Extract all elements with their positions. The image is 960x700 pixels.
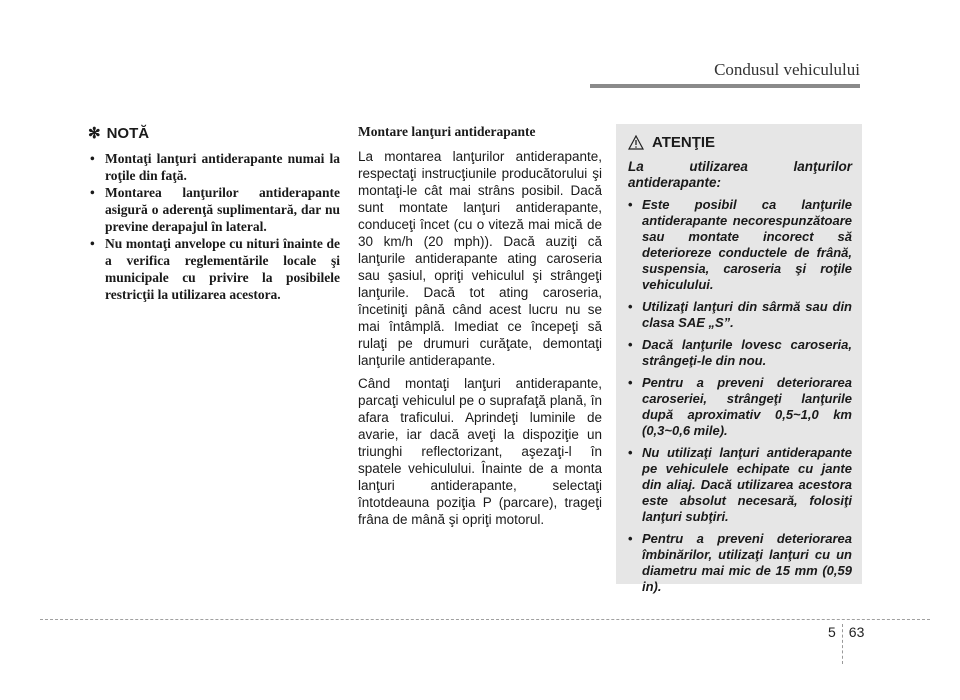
warning-box [616,124,862,594]
list-item: • Montarea lanţurilor antiderapante asigură o aderenţă suplimentară, dar nu previne derapajul în lateral. [88,184,340,235]
footer-rule [40,619,930,620]
warning-title-text: ATENŢIE [652,134,716,151]
list-item: • Este posibil ca lanţurile antiderapante necorespunzătoare sau montate incorect să deterioreze conductele de frână, suspensia, caroseria şi roţile vehiculului. [628,197,852,293]
page-number-value: 63 [848,624,865,640]
warning-title [628,134,852,151]
page-number-separator [842,624,843,664]
chapter-number: 5 [828,624,836,640]
warning-list [628,197,852,595]
instructions-column [358,124,602,534]
list-item: • Nu montaţi anvelope cu nituri înainte de a verifica reglementările locale şi municipale cu privire la posibilele restricţii la utilizarea acestora. [88,235,340,303]
note-column [88,124,340,303]
note-list [88,150,340,303]
paragraph: Când montaţi lanţuri antiderapante, parcaţi vehiculul pe o suprafaţă plană, în afara traficului. Aprindeţi luminile de avarie, iar dacă aveţi la dispoziţie un triunghi reflectorizant, aşezaţi-l în spatele vehiculului. Înainte de a monta lanţuri antiderapante, selectaţi întotdeauna poziţia P (parcare), trageţi frâna de mână şi opriţi motorul. [358,376,602,527]
list-item: • Utilizaţi lanţuri din sârmă sau din clasa SAE „S”. [628,299,852,331]
list-item: • Dacă lanţurile lovesc caroseria, strângeţi-le din nou. [628,337,852,369]
page-header-title: Condusul vehiculului [714,60,860,79]
list-item: • Pentru a preveni deteriorarea îmbinărilor, utilizaţi lanţuri cu un diametru mai mic de 15 mm (0,59 in). [628,531,852,595]
paragraph: La montarea lanţurilor antiderapante, respectaţi instrucţiunile producătorului şi montaţi-le cât mai strâns posibil. Dacă sunt montate lanţuri antiderapante, conduceţi încet (cu o viteză mai mică de 30 km/h (20 mph)). Dacă auziţi că lanţurile antiderapante ating caroseria sau şasiul, opriţi vehiculul şi strângeţi lanţurile. Dacă tot ating caroseria, încetiniţi până când acest lucru nu se mai întâmplă. Imediat ce începeţi să rulaţi pe drumuri curăţate, demontaţi lanţurile antiderapante. [358,149,602,368]
section-heading: Montare lanţuri antiderapante [358,124,536,139]
asterisk-icon: ✻ [88,125,101,142]
note-title-text: NOTĂ [106,124,150,142]
header-rule [590,84,860,88]
warning-triangle-icon [628,135,644,150]
warning-intro: La utilizarea lanţurilor antiderapante: [628,159,852,190]
list-item: • Pentru a preveni deteriorarea caroseriei, strângeţi lanţurile după aproximativ 0,5~1,0 km (0,3~0,6 mile). [628,375,852,439]
list-item: • Nu utilizaţi lanţuri antiderapante pe vehiculele echipate cu jante din aliaj. Dacă utilizarea acestora este absolut necesară, folosiţi lanţuri subţiri. [628,445,852,525]
note-title [88,124,340,142]
list-item: • Montaţi lanţuri antiderapante numai la roţile din faţă. [88,150,340,184]
page-number [828,624,864,664]
